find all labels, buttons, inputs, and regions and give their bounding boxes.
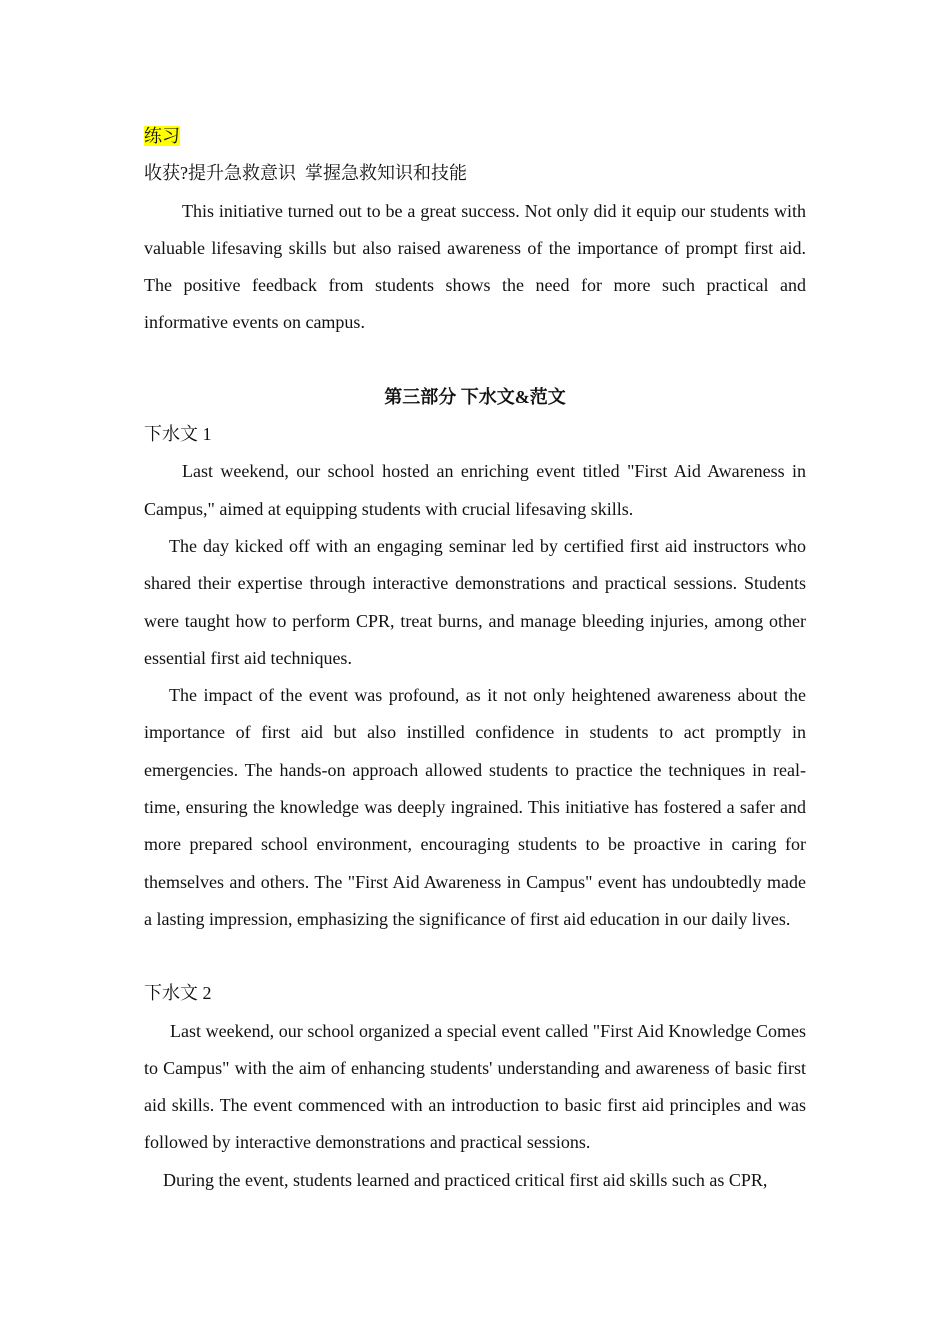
highlighted-label: 练习	[144, 126, 180, 146]
essay2-label: 下水文 2	[144, 983, 212, 1004]
document-body	[144, 118, 806, 1199]
essay1-label: 下水文 1	[144, 424, 212, 445]
section-title: 第三部分 下水文&范文	[384, 386, 566, 407]
practice-heading	[144, 118, 806, 155]
gains-line: 收获?提升急救意识 掌握急救知识和技能	[144, 163, 467, 184]
essay1-paragraph: The impact of the event was profound, as it not only heightened awareness about the importance of first aid but also instilled confidence in students to act promptly in emergencies. The hands-on approach allowed students to practice the techniques in real-time, ensuring the knowledge was deeply ingrained. This initiative has fostered a safer and more prepared school environment, encouraging students to be proactive in caring for themselves and others. The "First Aid Awareness in Campus" event has undoubtedly made a lasting impression, emphasizing the significance of first aid education in our daily lives.	[144, 685, 806, 929]
essay2-paragraph: During the event, students learned and practiced critical first aid skills such as CPR,	[163, 1169, 768, 1190]
essay1-paragraph: Last weekend, our school hosted an enriching event titled "First Aid Awareness in Campus," aimed at equipping students with crucial lifesaving skills.	[144, 461, 806, 519]
essay1-paragraph: The day kicked off with an engaging seminar led by certified first aid instructors who shared their expertise through interactive demonstrations and practical sessions. Students were taught how to perform CPR, treat burns, and manage bleeding injuries, among other essential first aid techniques.	[144, 535, 806, 668]
summary-paragraph: This initiative turned out to be a great success. Not only did it equip our students with valuable lifesaving skills but also raised awareness of the importance of prompt first aid. The positive feedback from students shows the need for more such practical and informative events on campus.	[144, 200, 806, 333]
essay2-paragraph: Last weekend, our school organized a special event called "First Aid Knowledge Comes to Campus" with the aim of enhancing students' understanding and awareness of basic first aid skills. The event commenced with an introduction to basic first aid principles and was followed by interactive demonstrations and practical sessions.	[144, 1020, 806, 1153]
